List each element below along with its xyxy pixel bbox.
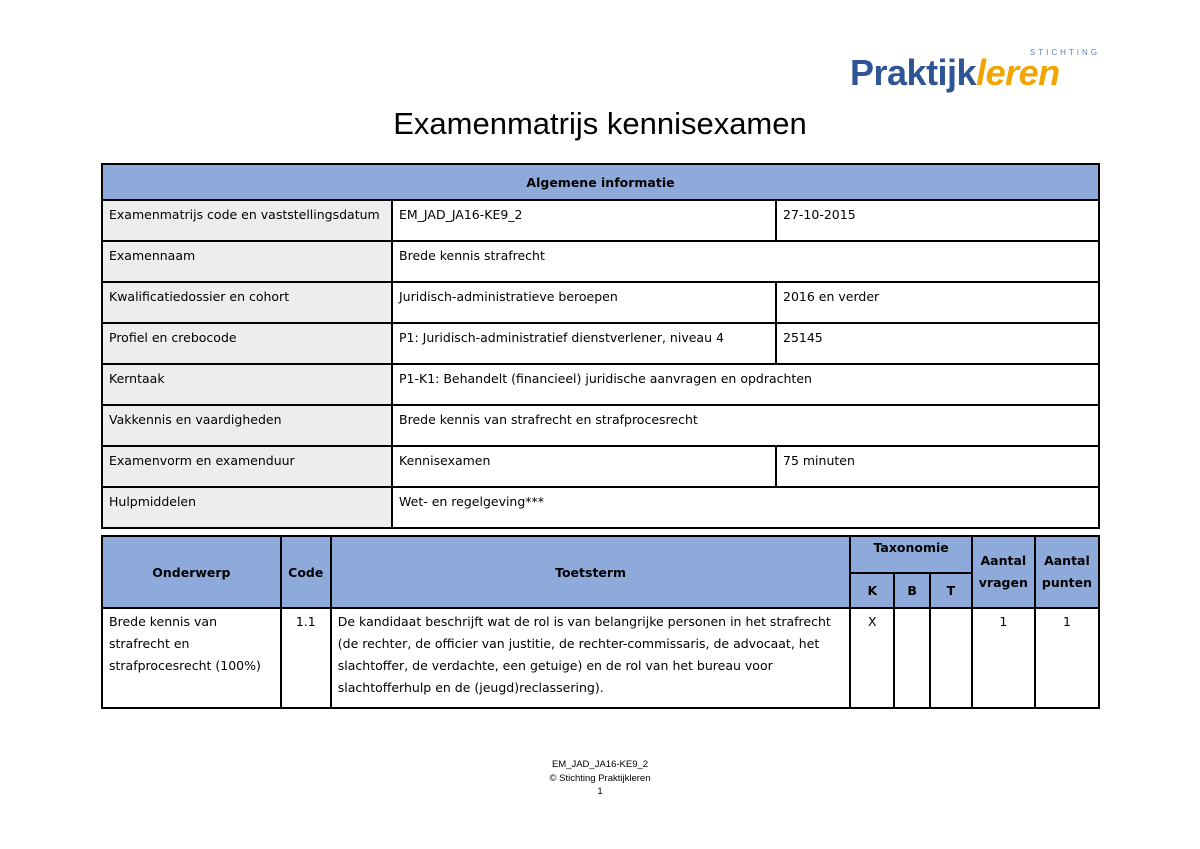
footer-page-number: 1	[597, 786, 603, 797]
row-label: Kerntaak	[102, 364, 392, 405]
cell-vragen: 1	[972, 608, 1035, 708]
cell-code: 1.1	[281, 608, 331, 708]
row-extra: 75 minuten	[776, 446, 1099, 487]
row-label: Profiel en crebocode	[102, 323, 392, 364]
header-code: Code	[281, 536, 331, 608]
row-value: Brede kennis strafrecht	[392, 241, 1099, 282]
logo-wordmark	[850, 52, 1060, 94]
row-label: Examenmatrijs code en vaststellingsdatum	[102, 200, 392, 241]
table-row	[102, 364, 1099, 405]
row-value: Brede kennis van strafrecht en strafprocesrecht	[392, 405, 1099, 446]
header-taxonomie: Taxonomie	[850, 536, 971, 573]
cell-onderwerp: Brede kennis van strafrecht en strafprocesrecht (100%)	[102, 608, 281, 708]
row-extra: 2016 en verder	[776, 282, 1099, 323]
page-title: Examenmatrijs kennisexamen	[393, 106, 807, 141]
row-value: P1: Juridisch-administratief dienstverlener, niveau 4	[392, 323, 776, 364]
header-onderwerp: Onderwerp	[102, 536, 281, 608]
page-footer	[0, 758, 1200, 799]
praktijkleren-logo	[848, 48, 1104, 96]
cell-t	[930, 608, 972, 708]
logo-part2: leren	[976, 52, 1060, 93]
row-label: Vakkennis en vaardigheden	[102, 405, 392, 446]
row-value: EM_JAD_JA16-KE9_2	[392, 200, 776, 241]
row-extra: 27-10-2015	[776, 200, 1099, 241]
row-value: Kennisexamen	[392, 446, 776, 487]
exam-matrix-table	[101, 535, 1100, 709]
row-value: Juridisch-administratieve beroepen	[392, 282, 776, 323]
row-extra: 25145	[776, 323, 1099, 364]
table-row	[102, 446, 1099, 487]
logo-stichting-text: STICHTING	[1029, 48, 1100, 57]
logo-part1: Praktijk	[850, 52, 977, 93]
header-b: B	[894, 573, 930, 608]
cell-k: X	[850, 608, 894, 708]
row-value: Wet- en regelgeving***	[392, 487, 1099, 528]
row-value: P1-K1: Behandelt (financieel) juridische aanvragen en opdrachten	[392, 364, 1099, 405]
footer-code: EM_JAD_JA16-KE9_2	[551, 759, 649, 770]
header-t: T	[930, 573, 972, 608]
table-row	[102, 282, 1099, 323]
table-row	[102, 200, 1099, 241]
table-row	[102, 323, 1099, 364]
header-toetsterm: Toetsterm	[331, 536, 851, 608]
cell-b	[894, 608, 930, 708]
header-aantal-punten: Aantal punten	[1035, 536, 1099, 608]
table-row	[102, 405, 1099, 446]
table-row	[102, 608, 1099, 708]
cell-toetsterm: De kandidaat beschrijft wat de rol is van belangrijke personen in het strafrecht (de rechter, de officier van justitie, de rechter-commissaris, de advocaat, het slachtoffer, de verdachte, een getuige) en de rol van het bureau voor slachtofferhulp en de (jeugd)reclassering).	[331, 608, 851, 708]
table-row	[102, 241, 1099, 282]
general-info-table	[101, 163, 1100, 529]
row-label: Hulpmiddelen	[102, 487, 392, 528]
row-label: Examenvorm en examenduur	[102, 446, 392, 487]
cell-punten: 1	[1035, 608, 1099, 708]
row-label: Kwalificatiedossier en cohort	[102, 282, 392, 323]
footer-copyright: © Stichting Praktijkleren	[549, 772, 651, 784]
general-info-header: Algemene informatie	[102, 164, 1099, 200]
table-row	[102, 487, 1099, 528]
row-label: Examennaam	[102, 241, 392, 282]
header-k: K	[850, 573, 894, 608]
header-aantal-vragen: Aantal vragen	[972, 536, 1035, 608]
